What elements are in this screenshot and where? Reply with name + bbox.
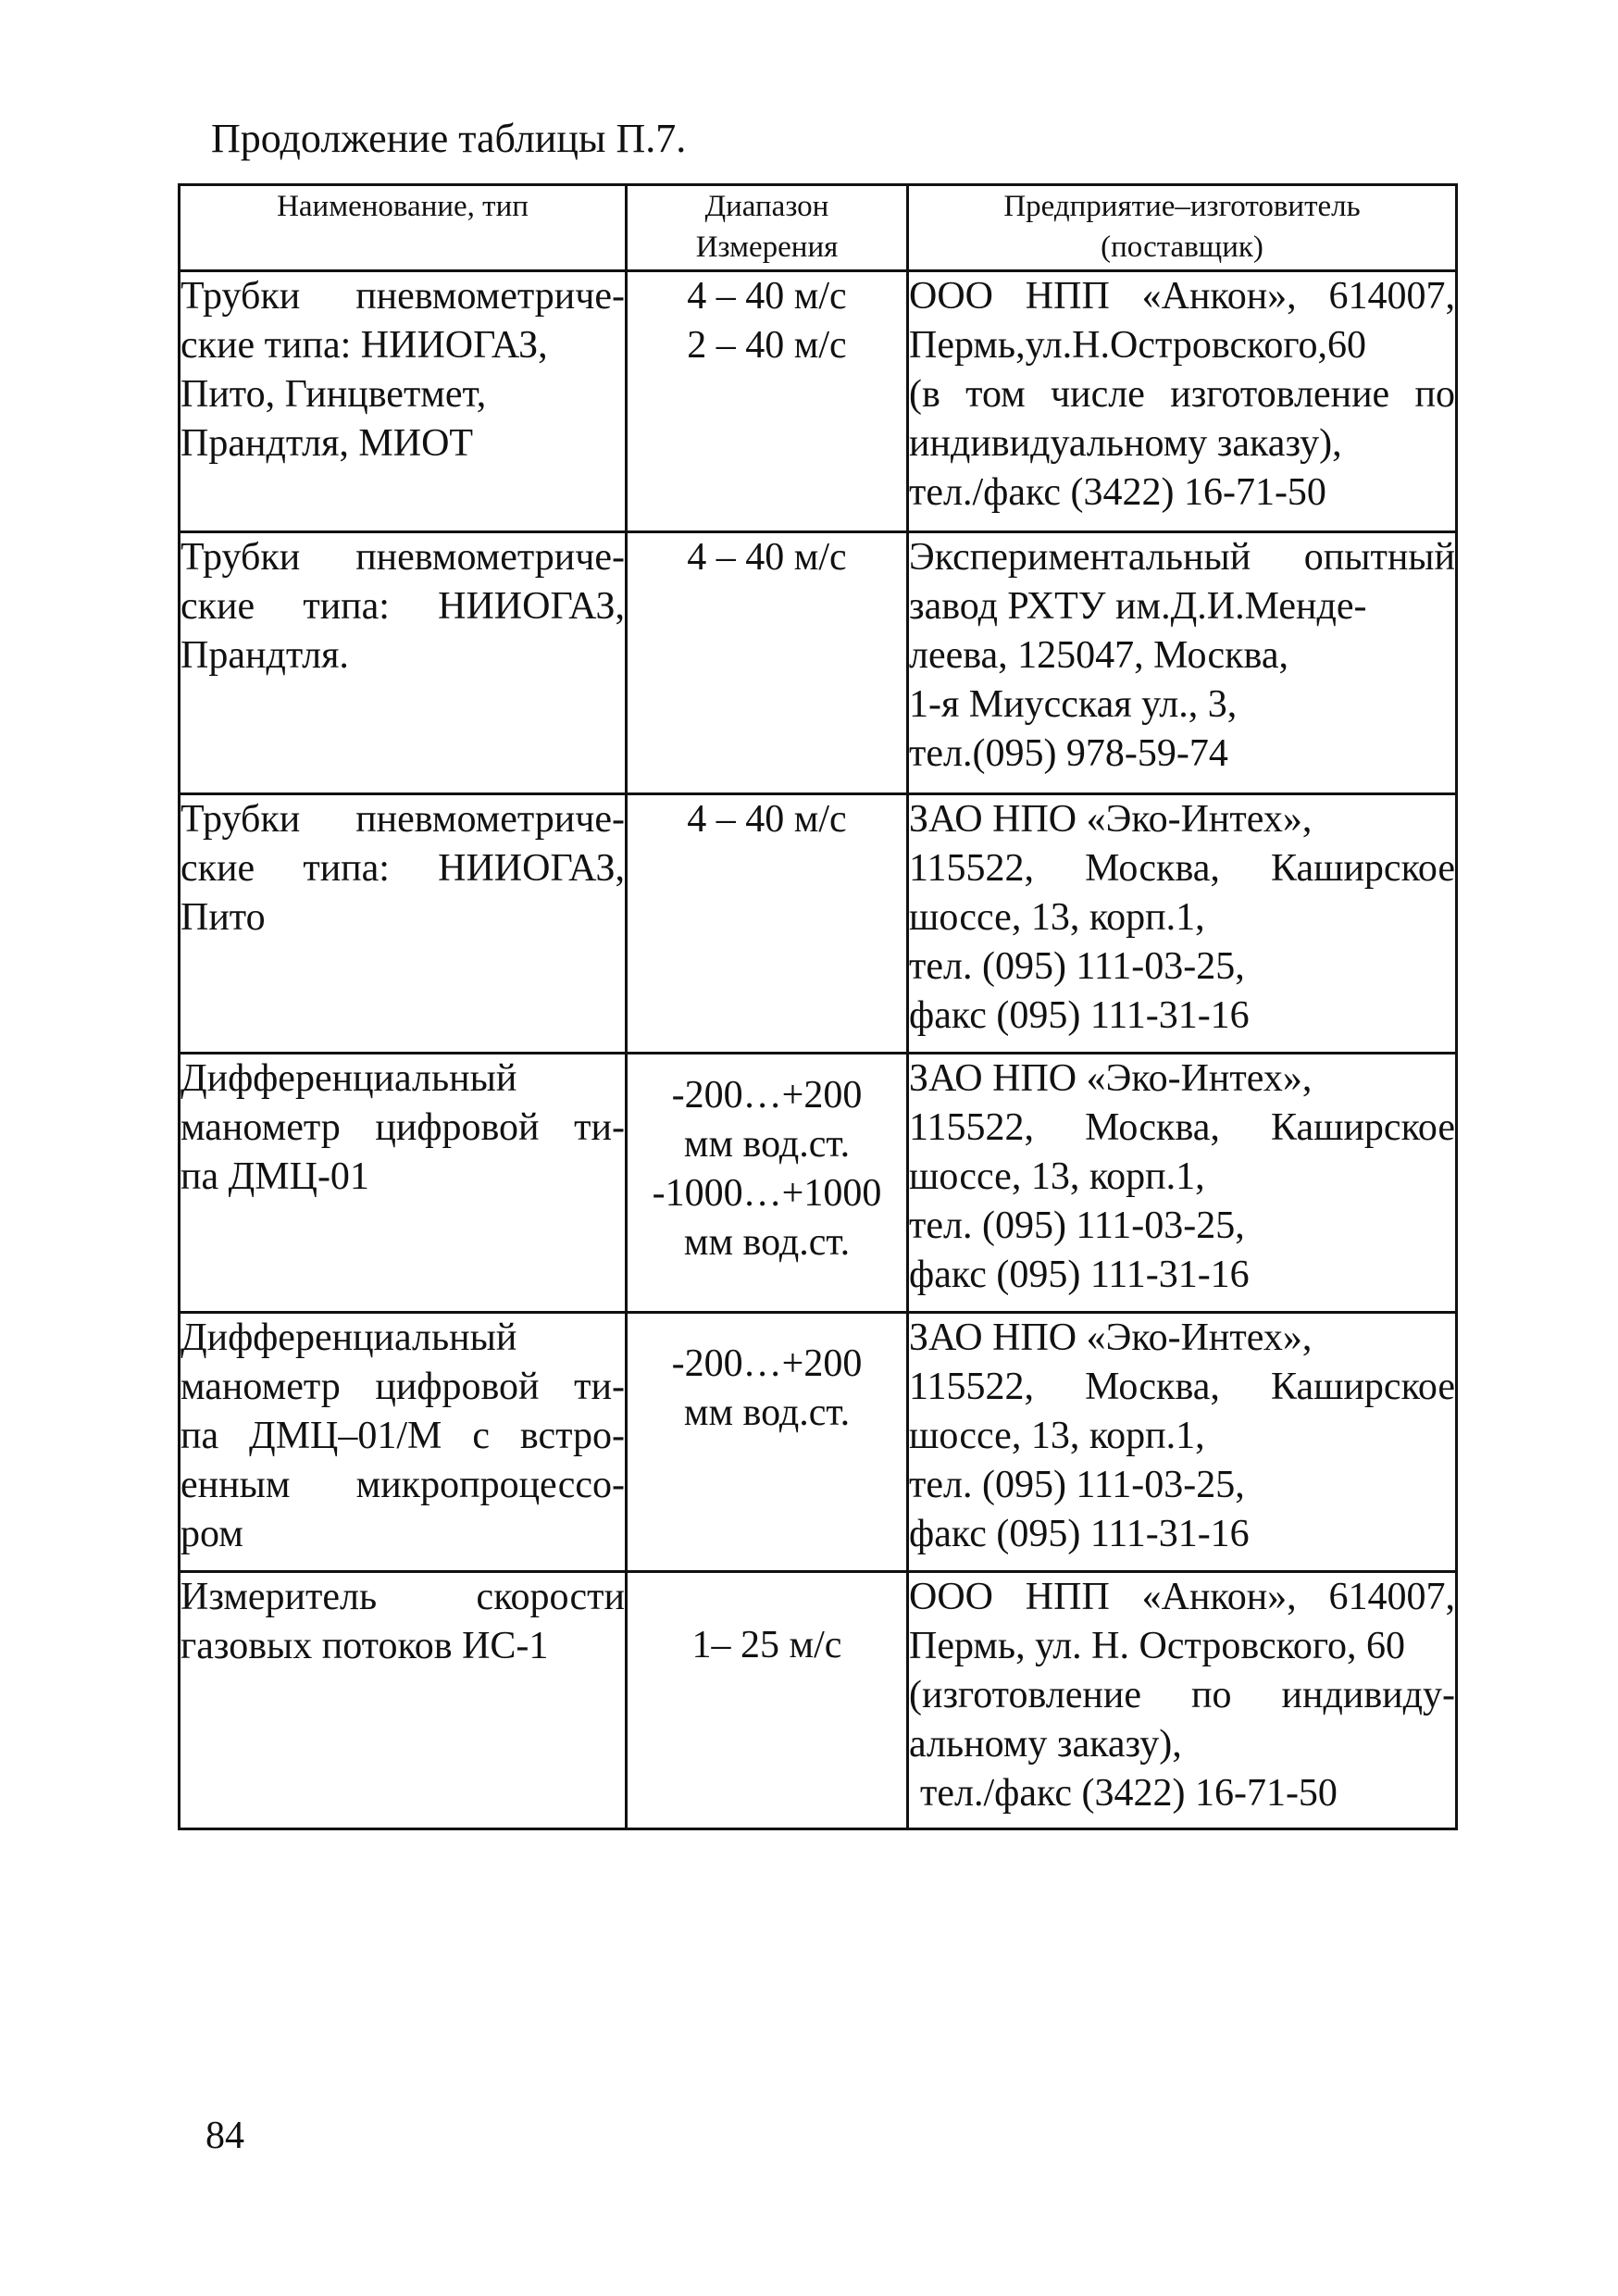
header-name-type-line: Наименование, тип [277,190,529,223]
header-range-line: Диапазон [704,190,829,223]
device-name-cell [180,271,627,532]
device-name-line: па ДМЦ–01/М с встро- [180,1415,625,1457]
device-name-line: па ДМЦ-01 [180,1155,369,1198]
device-name-line: Дифференциальный [180,1316,517,1359]
range-line: мм вод.ст. [683,1391,851,1434]
range-line: 4 – 40 м/с [687,275,847,318]
supplier-line: ООО НПП «Анкон», 614007, [909,1576,1455,1618]
supplier-line: ЗАО НПО «Эко-Интех», [909,1316,1313,1359]
device-name-line: Трубки пневмометриче- [180,536,625,579]
supplier-line: ЗАО НПО «Эко-Интех», [909,1057,1313,1100]
equipment-table [178,183,1458,1830]
device-name-cell [180,1572,627,1829]
table-row [180,1572,1457,1829]
device-name-line: манометр цифровой ти- [180,1366,625,1408]
measurement-range-cell [627,1054,908,1313]
device-name-line: Прандтля. [180,634,349,677]
range-line: 2 – 40 м/с [687,324,847,367]
measurement-range-cell [627,1572,908,1829]
supplier-line: леева, 125047, Москва, [909,634,1288,677]
supplier-line: 1-я Миусская ул., 3, [909,683,1238,726]
supplier-line: (в том числе изготовление по [909,373,1455,416]
range-line: 4 – 40 м/с [687,798,847,841]
supplier-line: Экспериментальный опытный [909,536,1455,579]
supplier-line: Пермь, ул. Н. Островского, 60 [909,1625,1406,1667]
header-range [627,185,908,271]
device-name-line: ские типа: НИИОГАЗ, [180,585,625,628]
table-row [180,1054,1457,1313]
supplier-line: завод РХТУ им.Д.И.Менде- [909,585,1367,628]
header-name-type [180,185,627,271]
supplier-line: факс (095) 111-31-16 [909,1513,1250,1555]
table-row [180,532,1457,794]
supplier-line: тел./факс (3422) 16-71-50 [920,1772,1338,1815]
device-name-line: манометр цифровой ти- [180,1106,625,1149]
supplier-cell [908,1313,1457,1572]
measurement-range-cell [627,1313,908,1572]
supplier-line: (изготовление по индивиду- [909,1674,1455,1716]
device-name-line: Прандтля, МИОТ [180,422,474,465]
header-range-line: Измерения [695,231,839,264]
range-line: -1000…+1000 [652,1172,882,1215]
supplier-line: тел./факс (3422) 16-71-50 [909,471,1326,514]
header-supplier [908,185,1457,271]
range-line: -200…+200 [671,1074,863,1117]
supplier-line: альному заказу), [909,1723,1182,1766]
supplier-line: ЗАО НПО «Эко-Интех», [909,798,1313,841]
device-name-line: ром [180,1513,243,1555]
table-row [180,794,1457,1054]
measurement-range-cell [627,532,908,794]
supplier-line: ООО НПП «Анкон», 614007, [909,275,1455,318]
measurement-range-cell [627,271,908,532]
supplier-line: 115522, Москва, Каширское [909,1366,1455,1408]
range-line: -200…+200 [671,1342,863,1385]
table-caption: Продолжение таблицы П.7. [211,116,687,161]
supplier-line: 115522, Москва, Каширское [909,847,1455,890]
range-line: 4 – 40 м/с [687,536,847,579]
table-row [180,1313,1457,1572]
measurement-range-cell [627,794,908,1054]
supplier-line: факс (095) 111-31-16 [909,994,1250,1037]
device-name-line: Дифференциальный [180,1057,517,1100]
device-name-cell [180,1313,627,1572]
device-name-line: ские типа: НИИОГАЗ, [180,324,548,367]
device-name-line: Пито, Гинцветмет, [180,373,487,416]
supplier-line: 115522, Москва, Каширское [909,1106,1455,1149]
supplier-line: тел. (095) 111-03-25, [909,945,1245,988]
table-row [180,271,1457,532]
supplier-line: факс (095) 111-31-16 [909,1254,1250,1296]
range-line: мм вод.ст. [683,1221,851,1264]
device-name-line: газовых потоков ИС-1 [180,1625,549,1667]
supplier-line: шоссе, 13, корп.1, [909,1415,1205,1457]
header-supplier-line: (поставщик) [1101,231,1263,264]
supplier-line: индивидуальному заказу), [909,422,1342,465]
device-name-cell [180,794,627,1054]
supplier-cell [908,1054,1457,1313]
device-name-line: енным микропроцессо- [180,1464,625,1506]
supplier-line: шоссе, 13, корп.1, [909,896,1205,939]
page-number: 84 [205,2115,244,2157]
supplier-line: шоссе, 13, корп.1, [909,1155,1205,1198]
header-supplier-line: Предприятие–изготовитель [1003,190,1361,223]
supplier-line: тел.(095) 978-59-74 [909,732,1228,775]
device-name-cell [180,532,627,794]
supplier-cell [908,794,1457,1054]
supplier-cell [908,271,1457,532]
device-name-line: Пито [180,896,266,939]
supplier-cell [908,1572,1457,1829]
supplier-line: тел. (095) 111-03-25, [909,1464,1245,1506]
supplier-line: тел. (095) 111-03-25, [909,1204,1245,1247]
supplier-cell [908,532,1457,794]
device-name-line: Трубки пневмометриче- [180,798,625,841]
table-header-row [180,185,1457,271]
range-line: 1– 25 м/с [691,1624,842,1666]
device-name-cell [180,1054,627,1313]
device-name-line: ские типа: НИИОГАЗ, [180,847,625,890]
supplier-line: Пермь,ул.Н.Островского,60 [909,324,1367,367]
range-line: мм вод.ст. [683,1123,851,1166]
device-name-line: Трубки пневмометриче- [180,275,625,318]
device-name-line: Измеритель скорости [180,1576,625,1618]
